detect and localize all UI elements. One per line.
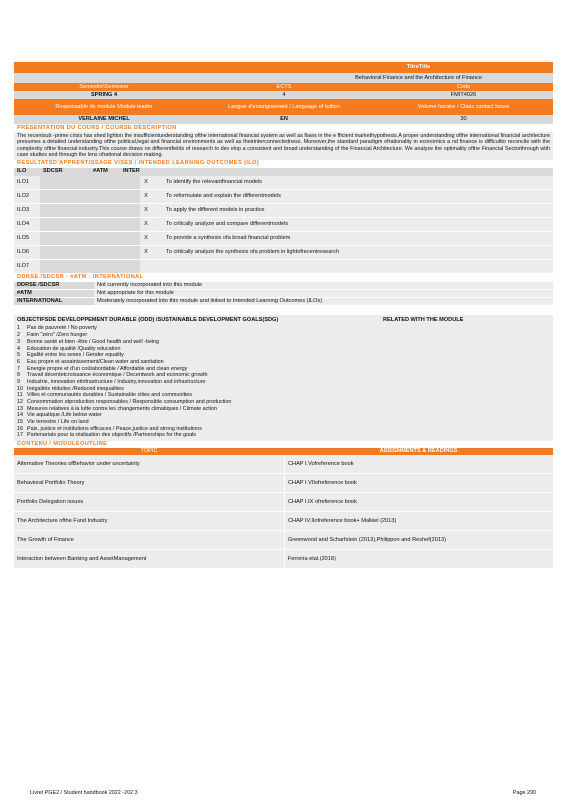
content-row [14, 455, 553, 474]
ilo-id: ILO1 [17, 178, 30, 185]
inter-col: INTER [123, 168, 140, 175]
sdg-text: Villes et communautés durables / Sustainable cities and communities [27, 392, 192, 399]
responsible-label: Responsable de module Module leader [55, 103, 153, 110]
dimension-label: INTERNATIONAL [14, 298, 94, 305]
content-row [14, 550, 553, 569]
responsible-value: VERLAINE MICHEL [78, 116, 130, 123]
reading-text: CHAP I.VIIofreference book [284, 474, 553, 492]
ilo-text: To apply the different models in practice [166, 206, 265, 213]
content-rows [14, 455, 553, 569]
dimension-text: Moderately incorporated into this module and linked to Intended Learning Outcomes (ILOs) [97, 297, 323, 304]
ilo-text: To identify the relevantfinancial models [166, 178, 263, 185]
sdg-item [17, 392, 550, 399]
ilo-row [14, 260, 553, 274]
sdg-heading: OBJECTIFSDE DEVELOPPEMENT DURABLE (ODD) /SUSTAINABLE DEVELOPMENT GOALS(SDG) [17, 316, 279, 323]
title-bar [14, 62, 553, 73]
reading-text: Ferreira etal.(2018) [284, 550, 553, 568]
content-row [14, 512, 553, 531]
content-row [14, 493, 553, 512]
sdg-number: 6 [17, 358, 20, 365]
sdg-number: 12 [17, 399, 23, 406]
sdg-item [17, 359, 550, 366]
ilo-id: ILO2 [17, 192, 30, 199]
ilo-mark: X [144, 234, 148, 241]
sdg-related-label: RELATED WITH THE MODULE [383, 316, 464, 323]
semester-value: SPRING 4 [90, 91, 118, 98]
sdg-item [17, 399, 550, 406]
ilo-sdcsr-cell [40, 246, 140, 259]
sdg-item [17, 386, 550, 393]
sdg-text: Eau propre et assainissement/Clean water and sanitation [27, 358, 164, 365]
sdg-item [17, 346, 550, 353]
title-label: TitreTitle [406, 64, 431, 71]
ilo-rows [14, 176, 553, 274]
ilo-text: To critically analyze and compare differentmodels [166, 220, 289, 227]
ilo-mark: X [144, 248, 148, 255]
sdg-text: Egalité entre les sexes / Gender equality [27, 352, 124, 359]
sdcsr-col: SDCSR [43, 168, 63, 175]
code-label: Code [456, 83, 471, 90]
title-row [14, 73, 553, 83]
ilo-row [14, 218, 553, 232]
ilo-row [14, 232, 553, 246]
sdg-number: 5 [17, 352, 20, 359]
ects-label: ECTS [276, 83, 292, 90]
sdg-number: 3 [17, 338, 20, 345]
sdg-text: Industrie, innovation etinfrastructure / Industry,innovation and infrastructure [27, 378, 206, 385]
sdg-text: Paix, justice et institutions efficaces / Peace,justice and strong institutions [27, 425, 202, 432]
assign-label: ASSIGNMENTS & READINGS [379, 448, 458, 455]
dimension-rows [14, 282, 553, 306]
ilo-mark: X [144, 178, 148, 185]
sdg-item [17, 339, 550, 346]
ilo-id: ILO3 [17, 206, 30, 213]
dimension-label: #ATM [14, 290, 94, 297]
language-label: Langue d'enseignement / Language of tuition [228, 103, 340, 110]
ilo-text: To reformulate and explain the differentmodels [166, 192, 281, 199]
reading-text: Greenwood and Scharfstein (2013),Philippon and Reshef(2013) [284, 531, 553, 549]
ilo-row [14, 246, 553, 260]
dimension-row [14, 298, 553, 306]
content-row [14, 474, 553, 493]
ilo-mark: X [144, 220, 148, 227]
sdg-number: 17 [17, 432, 23, 439]
ilo-sdcsr-cell [40, 260, 140, 273]
dimension-text: Not appropriate for this module [97, 289, 174, 296]
ilo-id: ILO4 [17, 220, 30, 227]
sdg-item [17, 426, 550, 433]
content-header-row [14, 448, 553, 455]
dimension-text: Not currently incorporated into this module [97, 281, 203, 288]
topic-text: The Growth of Finance [17, 536, 74, 543]
sdg-number: 7 [17, 365, 20, 372]
module-sheet [14, 62, 553, 569]
sdg-text: Bonne santé et bien -être / Good health and well -being [27, 338, 160, 345]
topic-text: Portfolio Delegation issues [17, 498, 84, 505]
ilo-id: ILO5 [17, 234, 30, 241]
ilo-sdcsr-cell [40, 232, 140, 245]
ilo-row [14, 190, 553, 204]
hours-label: Volume horaire / Class contact hours [417, 103, 510, 110]
topic-text: Behavioral Portfolio Theory [17, 479, 85, 486]
reading-text: CHAP I.Vofreference book [284, 455, 553, 473]
ilo-id: ILO6 [17, 248, 30, 255]
sdg-number: 15 [17, 419, 23, 426]
language-value: EN [280, 116, 288, 123]
content-row [14, 531, 553, 550]
semester-values [14, 91, 553, 99]
sdg-number: 11 [17, 392, 23, 399]
ilo-text: To critically analyze the synthesis ofa problem in lightofrecentresearch [166, 248, 340, 255]
sdg-number: 13 [17, 405, 23, 412]
sdg-item [17, 419, 550, 426]
sdg-text: Partenariats pour la réalisation des objectifs /Partnerships for the goals [27, 432, 196, 439]
sdg-number: 1 [17, 325, 20, 332]
sdg-text: Faim "zéro" /Zero hunger [27, 332, 88, 339]
reading-text: CHAP IV.IIofreference book+ Malkiel (2013) [284, 512, 553, 530]
sdg-item [17, 332, 550, 339]
page-footer [30, 790, 536, 796]
ilo-row [14, 204, 553, 218]
ilo-sdcsr-cell [40, 218, 140, 231]
topic-text: Alternative Theories ofBehavior under uncertainty [17, 460, 140, 467]
ilo-row [14, 176, 553, 190]
ilo-sdcsr-cell [40, 176, 140, 189]
semester-label: Semestre\Semester [79, 83, 129, 90]
sdg-item [17, 432, 550, 439]
footer-page: Page 290 [512, 790, 536, 796]
sdg-number: 8 [17, 372, 20, 379]
ilo-mark: X [144, 206, 148, 213]
dimension-label: DDRSE /SDCSR [14, 282, 94, 289]
sdg-text: Consommation etproduction responsables / Responsible consumption and production [27, 399, 232, 406]
sdg-item [17, 412, 550, 419]
sdg-text: Mesures relatives à la lutte contre les changements climatiques / Climate action [27, 405, 217, 412]
reading-text: CHAP I.IX ofreference book [284, 493, 553, 511]
semester-header [14, 83, 553, 91]
leader-values [14, 115, 553, 124]
leader-header [14, 99, 553, 115]
hours-value: 30 [460, 116, 467, 123]
ects-value: 4 [282, 91, 286, 98]
code-value: FMIT4026 [450, 91, 477, 98]
sdg-item [17, 352, 550, 359]
ilo-id: ILO7 [17, 262, 30, 269]
sdg-text: Vie aquatique /Life below water [27, 412, 102, 419]
sdg-text: Pas de pauvreté / No poverty [27, 325, 97, 332]
sdg-number: 2 [17, 332, 20, 339]
sdg-number: 10 [17, 385, 23, 392]
ilo-text: To provide a synthesis ofa broad financial problem [166, 234, 291, 241]
ilo-header-row [14, 168, 553, 176]
sdg-item [17, 406, 550, 413]
sdg-item [17, 366, 550, 373]
ilo-col: ILO [17, 168, 27, 175]
sdg-number: 4 [17, 345, 20, 352]
dimensions-heading: DDRSE /SDCSR - #ATM - INTERNATIONAL [17, 274, 144, 281]
sdg-text: Vie terrestre / Life on land [27, 419, 89, 426]
sdg-item [17, 325, 550, 332]
sdg-text: Education de qualité /Quality education [27, 345, 121, 352]
presentation-text: The recentsub -prime crisis has shed lighton the insufficientunderstanding ofthe international financial system as well as flaws in the e fficient markethypothesis.A proper understanding ofthe international financial architecture presumes a detailed understanding ofthe political,legal and financial environments as well as theirinterconnectedness. Moreover,the standard paradigm ofrationality in economics a nd finance is difficultto reconcile with the complexity ofthe financial industry.This course draws on differentfields of research to dev elop a consistent and broad understanding of the Financial Architecture. We analyze the optimality ofthe Financial Sectorthrough with case studies and through the lens ofrational decision making. [14, 132, 553, 160]
sdg-number: 16 [17, 425, 23, 432]
footer-left: Livret PGE2 / Student handbook 2022 -202 3 [30, 790, 138, 796]
dimension-row [14, 290, 553, 298]
sdg-items [17, 325, 550, 439]
content-heading: CONTENU / MODULEOUTLINE [17, 441, 108, 448]
dimension-row [14, 282, 553, 290]
sdg-item [17, 372, 550, 379]
topic-text: The Architecture ofthe Fund Industry [17, 517, 108, 524]
ilo-mark: X [144, 192, 148, 199]
presentation-heading: PRESENTATION DU COURS / COURSE DESCRIPTION [17, 124, 177, 131]
sdg-text: Travail décentetcroissance économique / Decentwork and economic growth [27, 372, 208, 379]
topic-text: Interaction between Banking and AssetManagement [17, 555, 147, 562]
sdg-item [17, 379, 550, 386]
sdg-text: Energie propre et d'un coûtabordable / Affordable and clean energy [27, 365, 188, 372]
sdg-panel [14, 315, 553, 442]
ilo-heading: RESULTATSD'APPRENTISSAGE VISES / INTENDED LEARNING OUTCOMES (ILO) [17, 160, 260, 167]
atm-col: #ATM [93, 168, 108, 175]
ilo-sdcsr-cell [40, 204, 140, 217]
topic-label: TOPIC [140, 448, 158, 455]
sdg-text: Inégalités réduites /Reduced inequalities [27, 385, 124, 392]
sdg-number: 14 [17, 412, 23, 419]
sdg-number: 9 [17, 378, 20, 385]
ilo-sdcsr-cell [40, 190, 140, 203]
module-title: Behavioral Finance and the Architecture of Finance [355, 74, 482, 81]
